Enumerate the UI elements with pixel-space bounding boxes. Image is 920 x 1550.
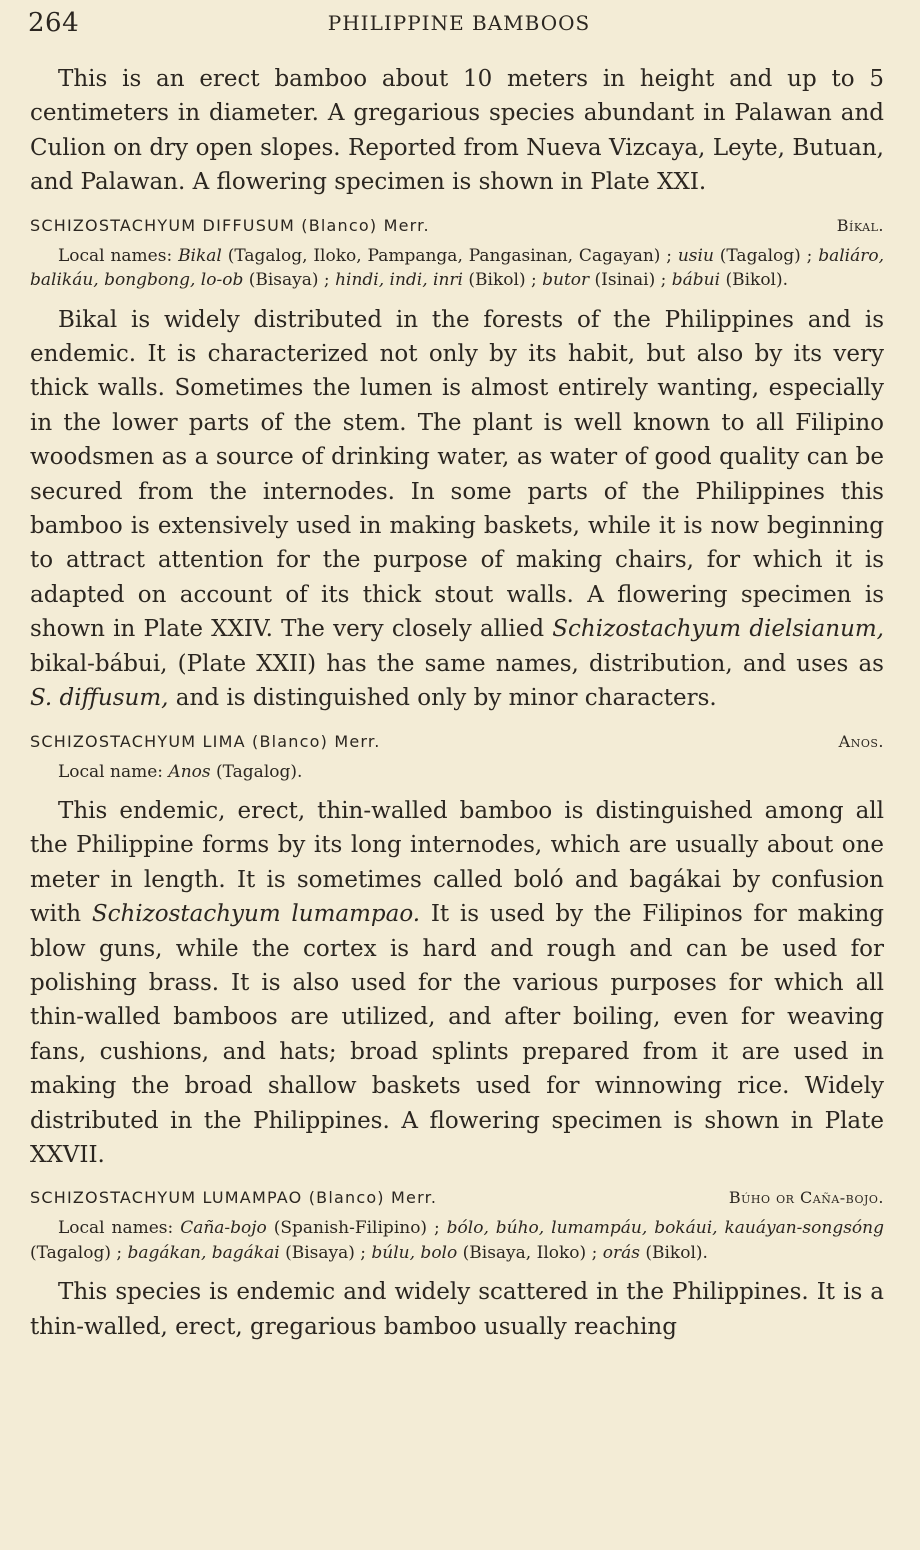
italic-run: usiu xyxy=(677,245,714,266)
italic-run: Bikal xyxy=(178,245,222,266)
page-body xyxy=(30,62,884,1344)
local-names-list xyxy=(168,762,302,782)
italic-run: orás xyxy=(602,1242,640,1263)
species-entry-lima xyxy=(30,732,884,1173)
local-names-label: Local names: xyxy=(58,1218,174,1239)
text-run: (Tagalog) ; xyxy=(713,245,819,266)
species-entry-lumampao xyxy=(30,1188,884,1344)
text-run: and is distinguished only by minor characters. xyxy=(168,685,717,712)
species-description xyxy=(30,794,884,1172)
species-description xyxy=(30,303,884,716)
intro-paragraph: This is an erect bamboo about 10 meters in height and up to 5 centimeters in diameter. A gregarious species abundant in Palawan and Culion on dry open slopes. Reported from Nueva Vizcaya, Leyte, Butuan, and Palawan. A flowering specimen is shown in Plate XXI. xyxy=(30,66,884,196)
page-number: 264 xyxy=(28,8,80,38)
species-name: SCHIZOSTACHYUM DIFFUSUM (Blanco) Merr. xyxy=(30,215,430,235)
text-run: (Bikol). xyxy=(720,270,789,291)
italic-run: baliáro, balikáu, bongbong, lo-ob xyxy=(30,245,885,291)
local-names xyxy=(30,244,884,293)
text-run: (Bisaya, Iloko) ; xyxy=(457,1242,603,1263)
species-heading xyxy=(30,1188,884,1214)
species-name: SCHIZOSTACHYUM LIMA (Blanco) Merr. xyxy=(30,731,381,751)
text-run: (Bisaya) ; xyxy=(279,1242,372,1263)
italic-run: hindi, indi, inri xyxy=(335,270,463,291)
local-names-label: Local name: xyxy=(58,761,164,782)
text-run: This endemic, erect, thin-walled bamboo is distinguished among all the Philippine forms by its long internodes, which are usually about one meter in length. It is sometimes called boló and bagákai by confusion with xyxy=(30,798,884,928)
text-run: (Bisaya) ; xyxy=(243,270,336,291)
italic-run: Caña-bojo xyxy=(180,1218,267,1239)
species-description xyxy=(30,1275,884,1344)
italic-run: S. diffusum, xyxy=(30,685,169,712)
text-run: Bikal is widely distributed in the forests of the Philippines and is endemic. It is characterized not only by its habit, but also by its very thick walls. Sometimes the lumen is almost entirely wanting, especially in the lower parts of the stem. The plant is well known to all Filipino woodsmen as a source of drinking water, as water of good quality can be secured from the internodes. In some parts of the Philippines this bamboo is extensively used in making baskets, while it is now beginning to attract attention for the purpose of making chairs, for which it is adapted on account of its thick stout walls. A flowering specimen is shown in Plate XXIV. The very closely allied xyxy=(30,306,884,643)
italic-run: Anos xyxy=(168,761,211,782)
italic-run: bólo, búho, lumampáu, bokáui, kauáyan-songsóng xyxy=(446,1218,884,1239)
text-run: (Tagalog). xyxy=(210,761,303,782)
text-run: (Spanish-Filipino) ; xyxy=(266,1218,447,1239)
local-names xyxy=(30,1216,884,1265)
species-name: SCHIZOSTACHYUM LUMAMPAO (Blanco) Merr. xyxy=(30,1188,438,1208)
page-header xyxy=(28,8,890,42)
italic-run: bagákan, bagákai xyxy=(127,1242,280,1263)
text-run: It is used by the Filipinos for making blow guns, while the cortex is hard and rough and can be used for polishing brass. It is also used for the various purposes for which all thin-walled bamboos are utilized, and after boiling, even for weaving fans, cushions, and hats; broad splints prepared from it are used in making the broad shallow baskets used for winnowing rice. Widely distributed in the Philippines. A flowering specimen is shown in Plate XXVII. xyxy=(30,901,884,1169)
italic-run: butor xyxy=(542,270,590,291)
italic-run: búlu, bolo xyxy=(371,1242,458,1263)
text-run: This species is endemic and widely scattered in the Philippines. It is a thin-walled, erect, gregarious bamboo usually reaching xyxy=(30,1279,884,1340)
italic-run: Schizostachyum lumampao. xyxy=(91,901,421,928)
species-entry-diffusum xyxy=(30,216,884,716)
text-run: (Isinai) ; xyxy=(589,270,672,291)
local-names-label: Local names: xyxy=(58,245,173,266)
text-run: (Bikol). xyxy=(639,1242,708,1263)
italic-run: bábui xyxy=(671,270,721,291)
species-heading xyxy=(30,216,884,242)
local-names xyxy=(30,760,884,785)
common-name: Bíkal. xyxy=(836,215,884,235)
text-run: (Tagalog) ; xyxy=(30,1242,128,1263)
text-run: (Bikol) ; xyxy=(463,270,543,291)
common-name: Búho or Caña-bojo. xyxy=(728,1188,884,1208)
common-name: Anos. xyxy=(838,731,884,751)
species-heading xyxy=(30,732,884,758)
italic-run: Schizostachyum dielsianum, xyxy=(552,616,884,643)
text-run: bikal-bábui, (Plate XXII) has the same names, distribution, and uses as xyxy=(30,650,884,677)
text-run: (Tagalog, Iloko, Pampanga, Pangasinan, Cagayan) ; xyxy=(221,245,678,266)
running-title: PHILIPPINE BAMBOOS xyxy=(327,11,591,35)
